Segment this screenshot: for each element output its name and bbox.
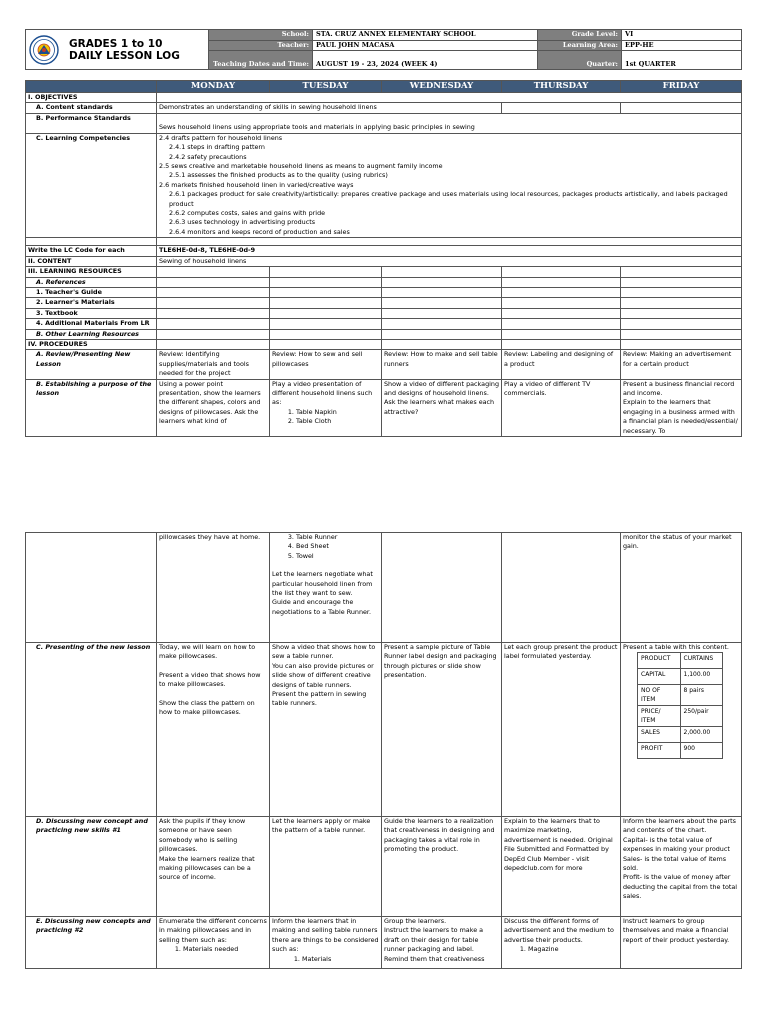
- lc-code-label: Write the LC Code for each: [26, 246, 157, 256]
- competency-line: 2.6 markets finished household linen in varied/creative ways: [159, 180, 354, 189]
- teaching-dates-label: Teaching Dates and Time:: [209, 51, 313, 70]
- review-tuesday: Review: How to sew and sell pillowcases: [270, 350, 382, 379]
- discussing-1-tuesday: Let the learners apply or make the pattern of a table runner.: [270, 817, 382, 917]
- discussing-1-label: D. Discussing new concept and practicing new skills #1: [26, 817, 157, 917]
- deped-seal-icon: [29, 35, 59, 65]
- discussing-2-monday: Enumerate the different concerns in making pillowcases and in selling them such as: 1. Materials needed: [157, 917, 270, 969]
- performance-standards-text: Sews household linens using appropriate tools and materials in applying basic principles in sewing: [157, 113, 742, 133]
- presenting-thursday: Let each group present the product label formulated yesterday.: [502, 643, 621, 817]
- lesson-log-table-continued: [25, 532, 742, 969]
- content-standards-text: Demonstrates an understanding of skills in sewing household linens: [157, 103, 502, 113]
- competency-line: 2.4.1 steps in drafting pattern: [169, 143, 265, 152]
- learning-area-label: Learning Area:: [538, 40, 622, 51]
- purpose-monday-cont: pillowcases they have at home.: [157, 533, 270, 643]
- financial-cell: CURTAINS: [680, 653, 723, 669]
- list-item: 1. Magazine: [528, 945, 618, 954]
- school-value: STA. CRUZ ANNEX ELEMENTARY SCHOOL: [313, 30, 538, 41]
- review-wednesday: Review: How to make and sell table runners: [382, 350, 502, 379]
- presenting-label: C. Presenting of the new lesson: [26, 643, 157, 817]
- day-thursday: THURSDAY: [502, 81, 621, 93]
- list-item: 1. Materials: [302, 955, 379, 964]
- discussing-1-monday: Ask the pupils if they know someone or have seen somebody who is selling pillowcases. Make the learners realize that making pillowcases can be a source of income.: [157, 817, 270, 917]
- content-standards-label: A. Content standards: [26, 103, 157, 113]
- competency-line: 2.6.2 computes costs, sales and gains with pride: [169, 209, 326, 218]
- learners-materials-label: 2. Learner's Materials: [26, 298, 157, 308]
- day-tuesday: TUESDAY: [270, 81, 382, 93]
- objectives-heading: I. OBJECTIVES: [26, 93, 157, 103]
- quarter-label: Quarter:: [538, 51, 622, 70]
- competency-line: 2.5.1 assesses the finished products as to the quality (using rubrics): [169, 171, 388, 180]
- teacher-value: PAUL JOHN MACASA: [313, 40, 538, 51]
- teacher-label: Teacher:: [209, 40, 313, 51]
- purpose-thursday: Play a video of different TV commercials.: [502, 379, 621, 436]
- discussing-2-friday: Instruct learners to group themselves and make a financial report of their product yesterday.: [621, 917, 742, 969]
- purpose-label: B. Establishing a purpose of the lesson: [26, 379, 157, 436]
- quarter-value: 1st QUARTER: [622, 51, 742, 70]
- list-item: 3. Table Runner: [296, 533, 379, 542]
- teaching-dates-value: AUGUST 19 - 23, 2024 (WEEK 4): [313, 51, 538, 70]
- day-wednesday: WEDNESDAY: [382, 81, 502, 93]
- lesson-log-table: [25, 80, 742, 437]
- discussing-1-friday: Inform the learners about the parts and contents of the chart. Capital- is the total value of expenses in making your product Sales- is the total value of items sold. Profit- is the value of money after deducting the capital from the total sales.: [621, 817, 742, 917]
- competency-line: 2.4.2 safety precautions: [169, 152, 247, 161]
- financial-cell: PRODUCT: [638, 653, 681, 669]
- discussing-2-label: E. Discussing new concepts and practicing #2: [26, 917, 157, 969]
- presenting-wednesday: Present a sample picture of Table Runner label design and packaging through pictures or slide show presentation.: [382, 643, 502, 817]
- corner-cell: [26, 81, 157, 93]
- purpose-friday-cont: monitor the status of your market gain.: [621, 533, 742, 643]
- competency-line: 2.4 drafts pattern for household linens: [159, 133, 283, 142]
- financial-cell: 900: [680, 743, 723, 759]
- grade-level-value: VI: [622, 30, 742, 41]
- financial-cell: SALES: [638, 727, 681, 743]
- teachers-guide-label: 1. Teacher's Guide: [26, 287, 157, 297]
- grade-level-label: Grade Level:: [538, 30, 622, 41]
- textbook-label: 3. Textbook: [26, 308, 157, 318]
- review-thursday: Review: Labeling and designing of a product: [502, 350, 621, 379]
- financial-cell: NO OF ITEM: [638, 685, 681, 706]
- financial-cell: 2,000.00: [680, 727, 723, 743]
- discussing-2-wednesday: Group the learners. Instruct the learners to make a draft on their design for table runner packaging and label. Remind them that creativeness: [382, 917, 502, 969]
- discussing-1-thursday: Explain to the learners that to maximize marketing, advertisement is needed. Original File Submitted and Formatted by DepEd Club Member - visit depedclub.com for more: [502, 817, 621, 917]
- purpose-tuesday-cont: 3. Table Runner 4. Bed Sheet 5. Towel Let the learners negotiate what particular household linen from the list they want to sew. Guide and encourage the negotiations to a Table Runner.: [270, 533, 382, 643]
- financial-table: [637, 652, 723, 759]
- references-label: A. References: [26, 277, 157, 287]
- learning-competencies-label: C. Learning Competencies: [26, 133, 157, 237]
- competency-line: 2.5 sews creative and marketable household linens as means to augment family income: [159, 162, 443, 171]
- list-item: 1. Materials needed: [183, 945, 267, 954]
- performance-standards-label: B. Performance Standards: [26, 113, 157, 133]
- presenting-friday: Present a table with this content. PRODUCT CURTAINS CAPITAL 1,100.00 NO OF ITEM 8 pairs PRICE/ ITEM 250/pair SALES 2,000.00 PROFIT 900: [621, 643, 742, 817]
- review-friday: Review: Making an advertisement for a certain product: [621, 350, 742, 379]
- financial-cell: 1,100.00: [680, 669, 723, 685]
- presenting-monday: Today, we will learn on how to make pillowcases. Present a video that shows how to make pillowcases. Show the class the pattern on how to make pillowcases.: [157, 643, 270, 817]
- purpose-friday: Present a business financial record and income. Explain to the learners that engaging in a business armed with a financial plan is needed/essential/ necessary. To: [621, 379, 742, 436]
- purpose-tuesday: Play a video presentation of different household linens such as: 1. Table Napkin 2. Table Cloth: [270, 379, 382, 436]
- list-item: 5. Towel: [296, 552, 379, 561]
- content-heading: II. CONTENT: [26, 256, 157, 266]
- logo-title-cell: [26, 30, 209, 70]
- document-title-line2: DAILY LESSON LOG: [69, 49, 180, 62]
- financial-cell: CAPITAL: [638, 669, 681, 685]
- learning-area-value: EPP-HE: [622, 40, 742, 51]
- procedures-heading: IV. PROCEDURES: [26, 339, 157, 349]
- presenting-tuesday: Show a video that shows how to sew a table runner. You can also provide pictures or slide show of different creative designs of table runners. Present the pattern in sewing table runners.: [270, 643, 382, 817]
- header-table: [25, 29, 742, 70]
- page-one: [25, 29, 741, 437]
- additional-materials-label: 4. Additional Materials From LR: [26, 319, 157, 329]
- document-title-line1: GRADES 1 to 10: [69, 37, 163, 50]
- purpose-wednesday: Show a video of different packaging and designs of household linens. Ask the learners what makes each attractive?: [382, 379, 502, 436]
- competency-line: 2.6.3 uses technology in advertising products: [169, 218, 316, 227]
- financial-cell: 250/pair: [680, 706, 723, 727]
- purpose-monday: Using a power point presentation, show the learners the different shapes, colors and designs of pillowcases. Ask the learners what kind of: [157, 379, 270, 436]
- lc-code-value: TLE6HE-0d-8, TLE6HE-0d-9: [157, 246, 742, 256]
- school-label: School:: [209, 30, 313, 41]
- day-monday: MONDAY: [157, 81, 270, 93]
- list-item: 4. Bed Sheet: [296, 542, 379, 551]
- discussing-2-thursday: Discuss the different forms of advertisement and the medium to advertise their products. 1. Magazine: [502, 917, 621, 969]
- review-monday: Review: Identifying supplies/materials and tools needed for the project: [157, 350, 270, 379]
- discussing-2-tuesday: Inform the learners that in making and selling table runners there are things to be considered such as: 1. Materials: [270, 917, 382, 969]
- list-item: 1. Table Napkin: [296, 408, 379, 417]
- learning-resources-heading: III. LEARNING RESOURCES: [26, 267, 157, 277]
- financial-cell: PROFIT: [638, 743, 681, 759]
- other-resources-label: B. Other Learning Resources: [26, 329, 157, 339]
- competency-line: 2.6.1 packages product for sale creativity/artistically: prepares creative package and uses materials using local resources, packages products artistically, and labels packaged product: [169, 190, 728, 208]
- competency-line: 2.6.4 monitors and keeps record of production and sales: [169, 227, 350, 236]
- financial-cell: PRICE/ ITEM: [638, 706, 681, 727]
- financial-cell: 8 pairs: [680, 685, 723, 706]
- day-header-row: [26, 81, 742, 93]
- learning-competencies-text: [157, 133, 742, 237]
- review-label: A. Review/Presenting New Lesson: [26, 350, 157, 379]
- content-text: Sewing of household linens: [157, 256, 742, 266]
- day-friday: FRIDAY: [621, 81, 742, 93]
- discussing-1-wednesday: Guide the learners to a realization that creativeness in designing and packaging takes a vital role in promoting the product.: [382, 817, 502, 917]
- page-two: [25, 532, 741, 969]
- list-item: 2. Table Cloth: [296, 417, 379, 426]
